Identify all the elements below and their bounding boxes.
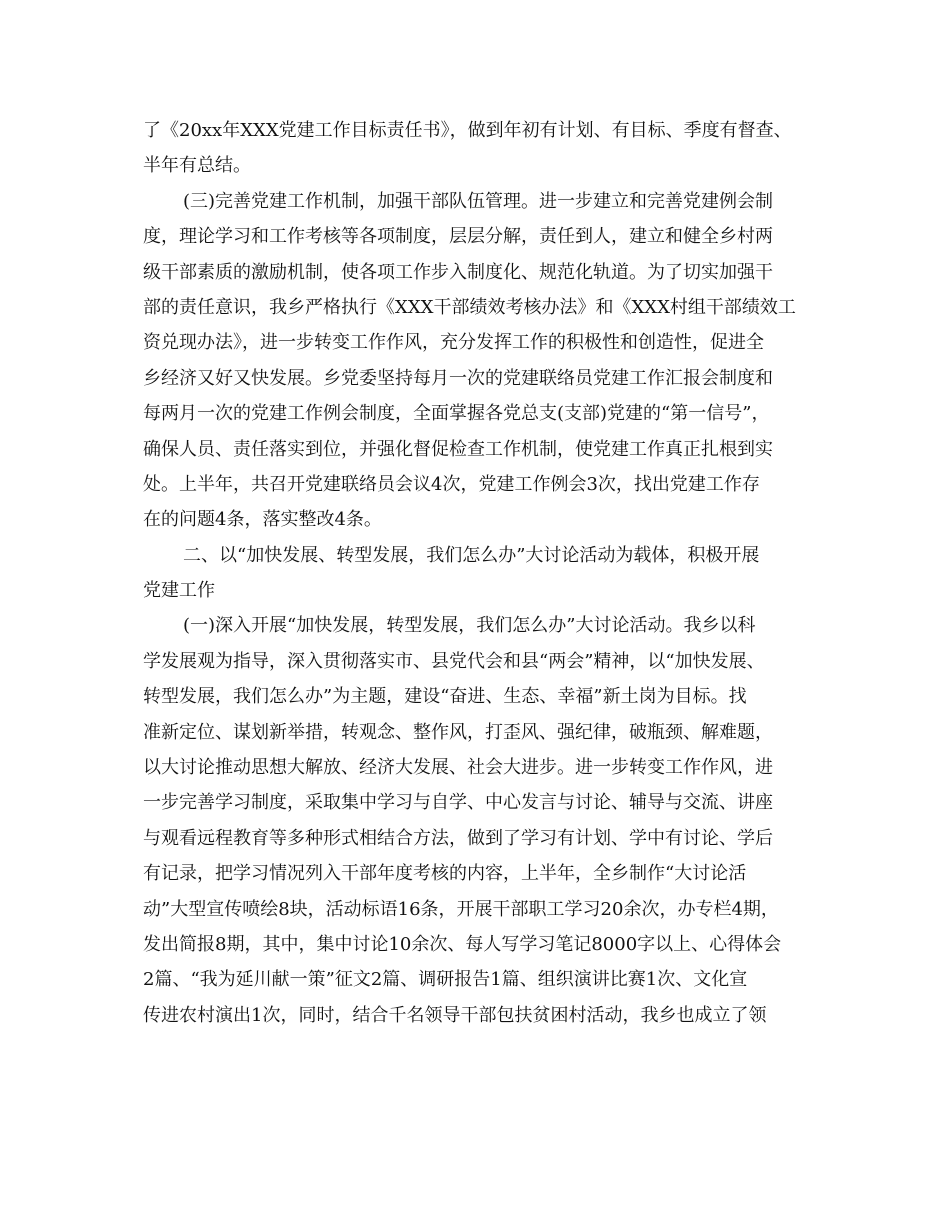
text-line: 转型发展，我们怎么办”为主题，建设“奋进、生态、幸福”新土岗为目标。找 bbox=[143, 686, 747, 708]
text-line: 乡经济又好又快发展。乡党委坚持每月一次的党建联络员党建工作汇报会制度和 bbox=[143, 367, 773, 389]
text-line: 有记录，把学习情况列入干部年度考核的内容，上半年，全乡制作“大讨论活 bbox=[143, 863, 747, 885]
text-line: 动”大型宣传喷绘8块，活动标语16条，开展干部职工学习20余次，办专栏4期， bbox=[143, 898, 779, 920]
text-line: 处。上半年，共召开党建联络员会议4次，党建工作例会3次，找出党建工作存 bbox=[143, 473, 760, 495]
text-line: 确保人员、责任落实到位，并强化督促检查工作机制，使党建工作真正扎根到实 bbox=[143, 438, 773, 460]
text-line: 部的责任意识，我乡严格执行《XXX干部绩效考核办法》和《XXX村组干部绩效工 bbox=[143, 296, 796, 318]
text-line: 级干部素质的激励机制，使各项工作步入制度化、规范化轨道。为了切实加强干 bbox=[143, 261, 773, 283]
text-line: 准新定位、谋划新举措，转观念、整作风，打歪风、强纪律，破瓶颈、解难题， bbox=[143, 721, 773, 743]
text-line: 每两月一次的党建工作例会制度，全面掌握各党总支(支部)党建的“第一信号”， bbox=[143, 403, 770, 425]
text-line: 党建工作 bbox=[143, 580, 215, 602]
text-line: 2篇、“我为延川献一策”征文2篇、调研报告1篇、组织演讲比赛1次、文化宣 bbox=[143, 969, 748, 991]
text-line: 度，理论学习和工作考核等各项制度，层层分解，责任到人，建立和健全乡村两 bbox=[143, 226, 773, 248]
text-line: 传进农村演出1次，同时，结合千名领导干部包扶贫困村活动，我乡也成立了领 bbox=[143, 1004, 767, 1026]
text-line: 以大讨论推动思想大解放、经济大发展、社会大进步。进一步转变工作作风，进 bbox=[143, 757, 773, 779]
text-line: 资兑现办法》，进一步转变工作作风，充分发挥工作的积极性和创造性，促进全 bbox=[143, 332, 764, 354]
text-line: (一)深入开展“加快发展，转型发展，我们怎么办”大讨论活动。我乡以科 bbox=[183, 615, 756, 637]
text-line: 一步完善学习制度，采取集中学习与自学、中心发言与讨论、辅导与交流、讲座 bbox=[143, 792, 773, 814]
text-line: 了《20xx年XXX党建工作目标责任书》，做到年初有计划、有目标、季度有督查、 bbox=[143, 120, 792, 141]
text-line: 发出简报8期，其中，集中讨论10余次、每人写学习笔记8000字以上、心得体会 bbox=[143, 933, 782, 955]
text-line: 二、以“加快发展、转型发展，我们怎么办”大讨论活动为载体，积极开展 bbox=[183, 544, 760, 566]
text-line: 在的问题4条，落实整改4条。 bbox=[143, 509, 382, 531]
text-line: (三)完善党建工作机制，加强干部队伍管理。进一步建立和完善党建例会制 bbox=[183, 190, 774, 212]
text-line: 与观看远程教育等多种形式相结合方法，做到了学习有计划、学中有讨论、学后 bbox=[143, 827, 773, 849]
text-line: 学发展观为指导，深入贯彻落实市、县党代会和县“两会”精神，以“加快发展、 bbox=[143, 650, 765, 672]
body-text bbox=[143, 113, 823, 1033]
text-line: 半年有总结。 bbox=[143, 155, 251, 177]
